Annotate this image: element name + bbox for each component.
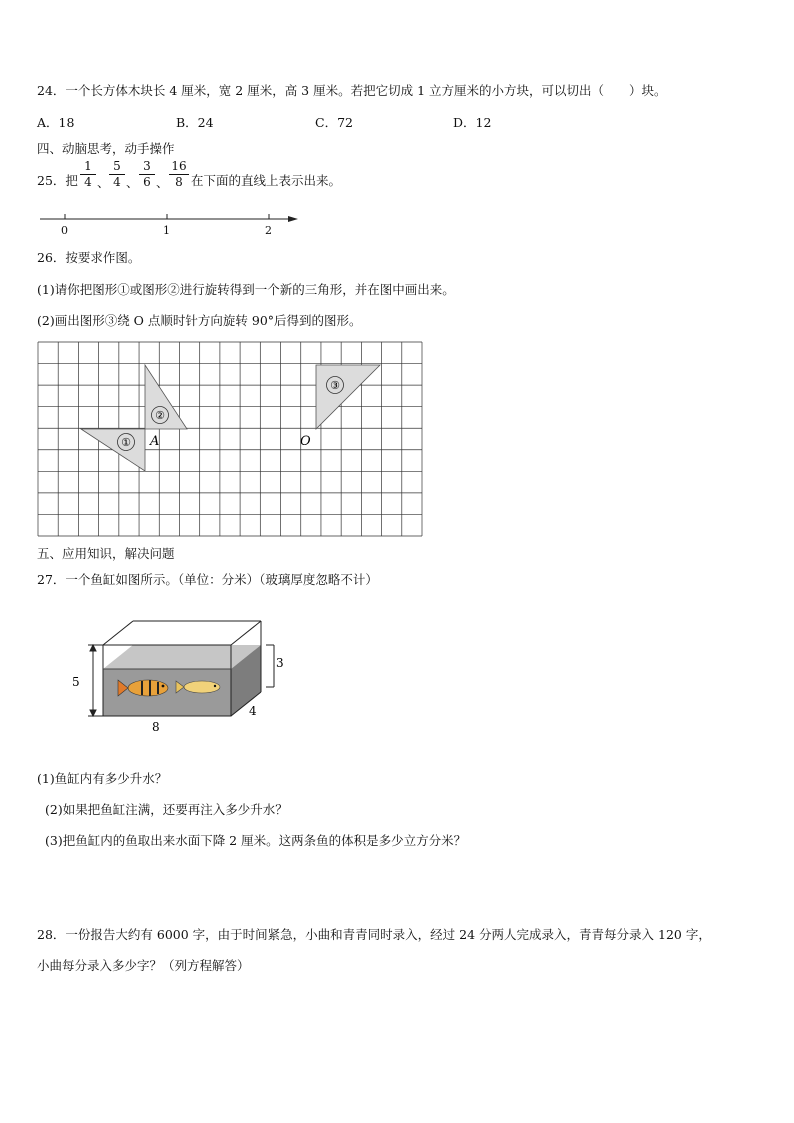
q25-fraction-4	[169, 160, 189, 189]
q25-tail: 在下面的直线上表示出来。	[191, 173, 342, 188]
q25-fraction-1	[80, 160, 96, 189]
tank-width-label: 4	[249, 704, 257, 718]
fraction-denominator: 4	[84, 175, 92, 189]
triangle-shape-3	[316, 365, 380, 429]
q24-option-a: A．18	[37, 115, 75, 130]
q24-option-d: D．12	[453, 115, 492, 130]
q26-part1: (1)请你把图形①或图形②进行旋转得到一个新的三角形，并在图中画出来。	[37, 282, 455, 297]
q28-line1: 28．一份报告大约有 6000 字，由于时间紧急，小曲和青青同时录入，经过 24 分两人完成录入，青青每分录入 120 字，	[37, 927, 711, 942]
fraction-numerator: 3	[143, 159, 151, 173]
q25-separator: 、	[126, 175, 139, 190]
q25-separator: 、	[156, 175, 169, 190]
fish-tank-diagram	[66, 612, 296, 737]
shape-label-1: ①	[121, 436, 131, 449]
section-heading-5: 五、应用知识，解决问题	[37, 546, 175, 561]
q25-fraction-3	[139, 160, 155, 189]
tank-height-label: 5	[72, 675, 80, 689]
q25-fraction-2	[109, 160, 125, 189]
fraction-denominator: 8	[175, 175, 183, 189]
q26-part2: (2)画出图形③绕 O 点顺时针方向旋转 90°后得到的图形。	[37, 313, 362, 328]
fraction-denominator: 4	[113, 175, 121, 189]
q24-text: 24．一个长方体木块长 4 厘米，宽 2 厘米，高 3 厘米。若把它切成 1 立方厘米的小方块，可以切出（ ）块。	[37, 83, 667, 98]
tank-length-label: 8	[152, 720, 160, 734]
q26-title: 26．按要求作图。	[37, 250, 141, 265]
water-depth-label: 3	[276, 656, 284, 670]
shape-label-3: ③	[330, 379, 340, 392]
number-line	[36, 210, 306, 224]
number-line-tick-2: 2	[265, 224, 272, 237]
rotation-grid	[37, 341, 425, 539]
fraction-numerator: 16	[171, 159, 187, 173]
q24-option-b: B．24	[176, 115, 214, 130]
number-line-tick-1: 1	[163, 224, 170, 237]
q27-part2: (2)如果把鱼缸注满，还要再注入多少升水？	[45, 802, 288, 817]
point-label-o: O	[300, 434, 311, 449]
q25-separator: 、	[97, 175, 110, 190]
q24-option-c: C．72	[315, 115, 353, 130]
section-heading-4: 四、动脑思考，动手操作	[37, 141, 175, 156]
fraction-numerator: 1	[84, 159, 92, 173]
q27-part1: (1)鱼缸内有多少升水？	[37, 771, 168, 786]
q25-lead: 25．把	[37, 173, 78, 188]
q27-title: 27．一个鱼缸如图所示。（单位：分米）（玻璃厚度忽略不计）	[37, 572, 378, 587]
q28-line2: 小曲每分录入多少字？（列方程解答）	[37, 958, 250, 973]
shape-label-2: ②	[155, 409, 165, 422]
point-label-a: A	[150, 434, 160, 449]
fraction-denominator: 6	[143, 175, 151, 189]
q27-part3: (3)把鱼缸内的鱼取出来水面下降 2 厘米。这两条鱼的体积是多少立方分米？	[45, 833, 467, 848]
fraction-numerator: 5	[113, 159, 121, 173]
triangle-shape-2	[145, 365, 187, 429]
number-line-tick-0: 0	[61, 224, 68, 237]
